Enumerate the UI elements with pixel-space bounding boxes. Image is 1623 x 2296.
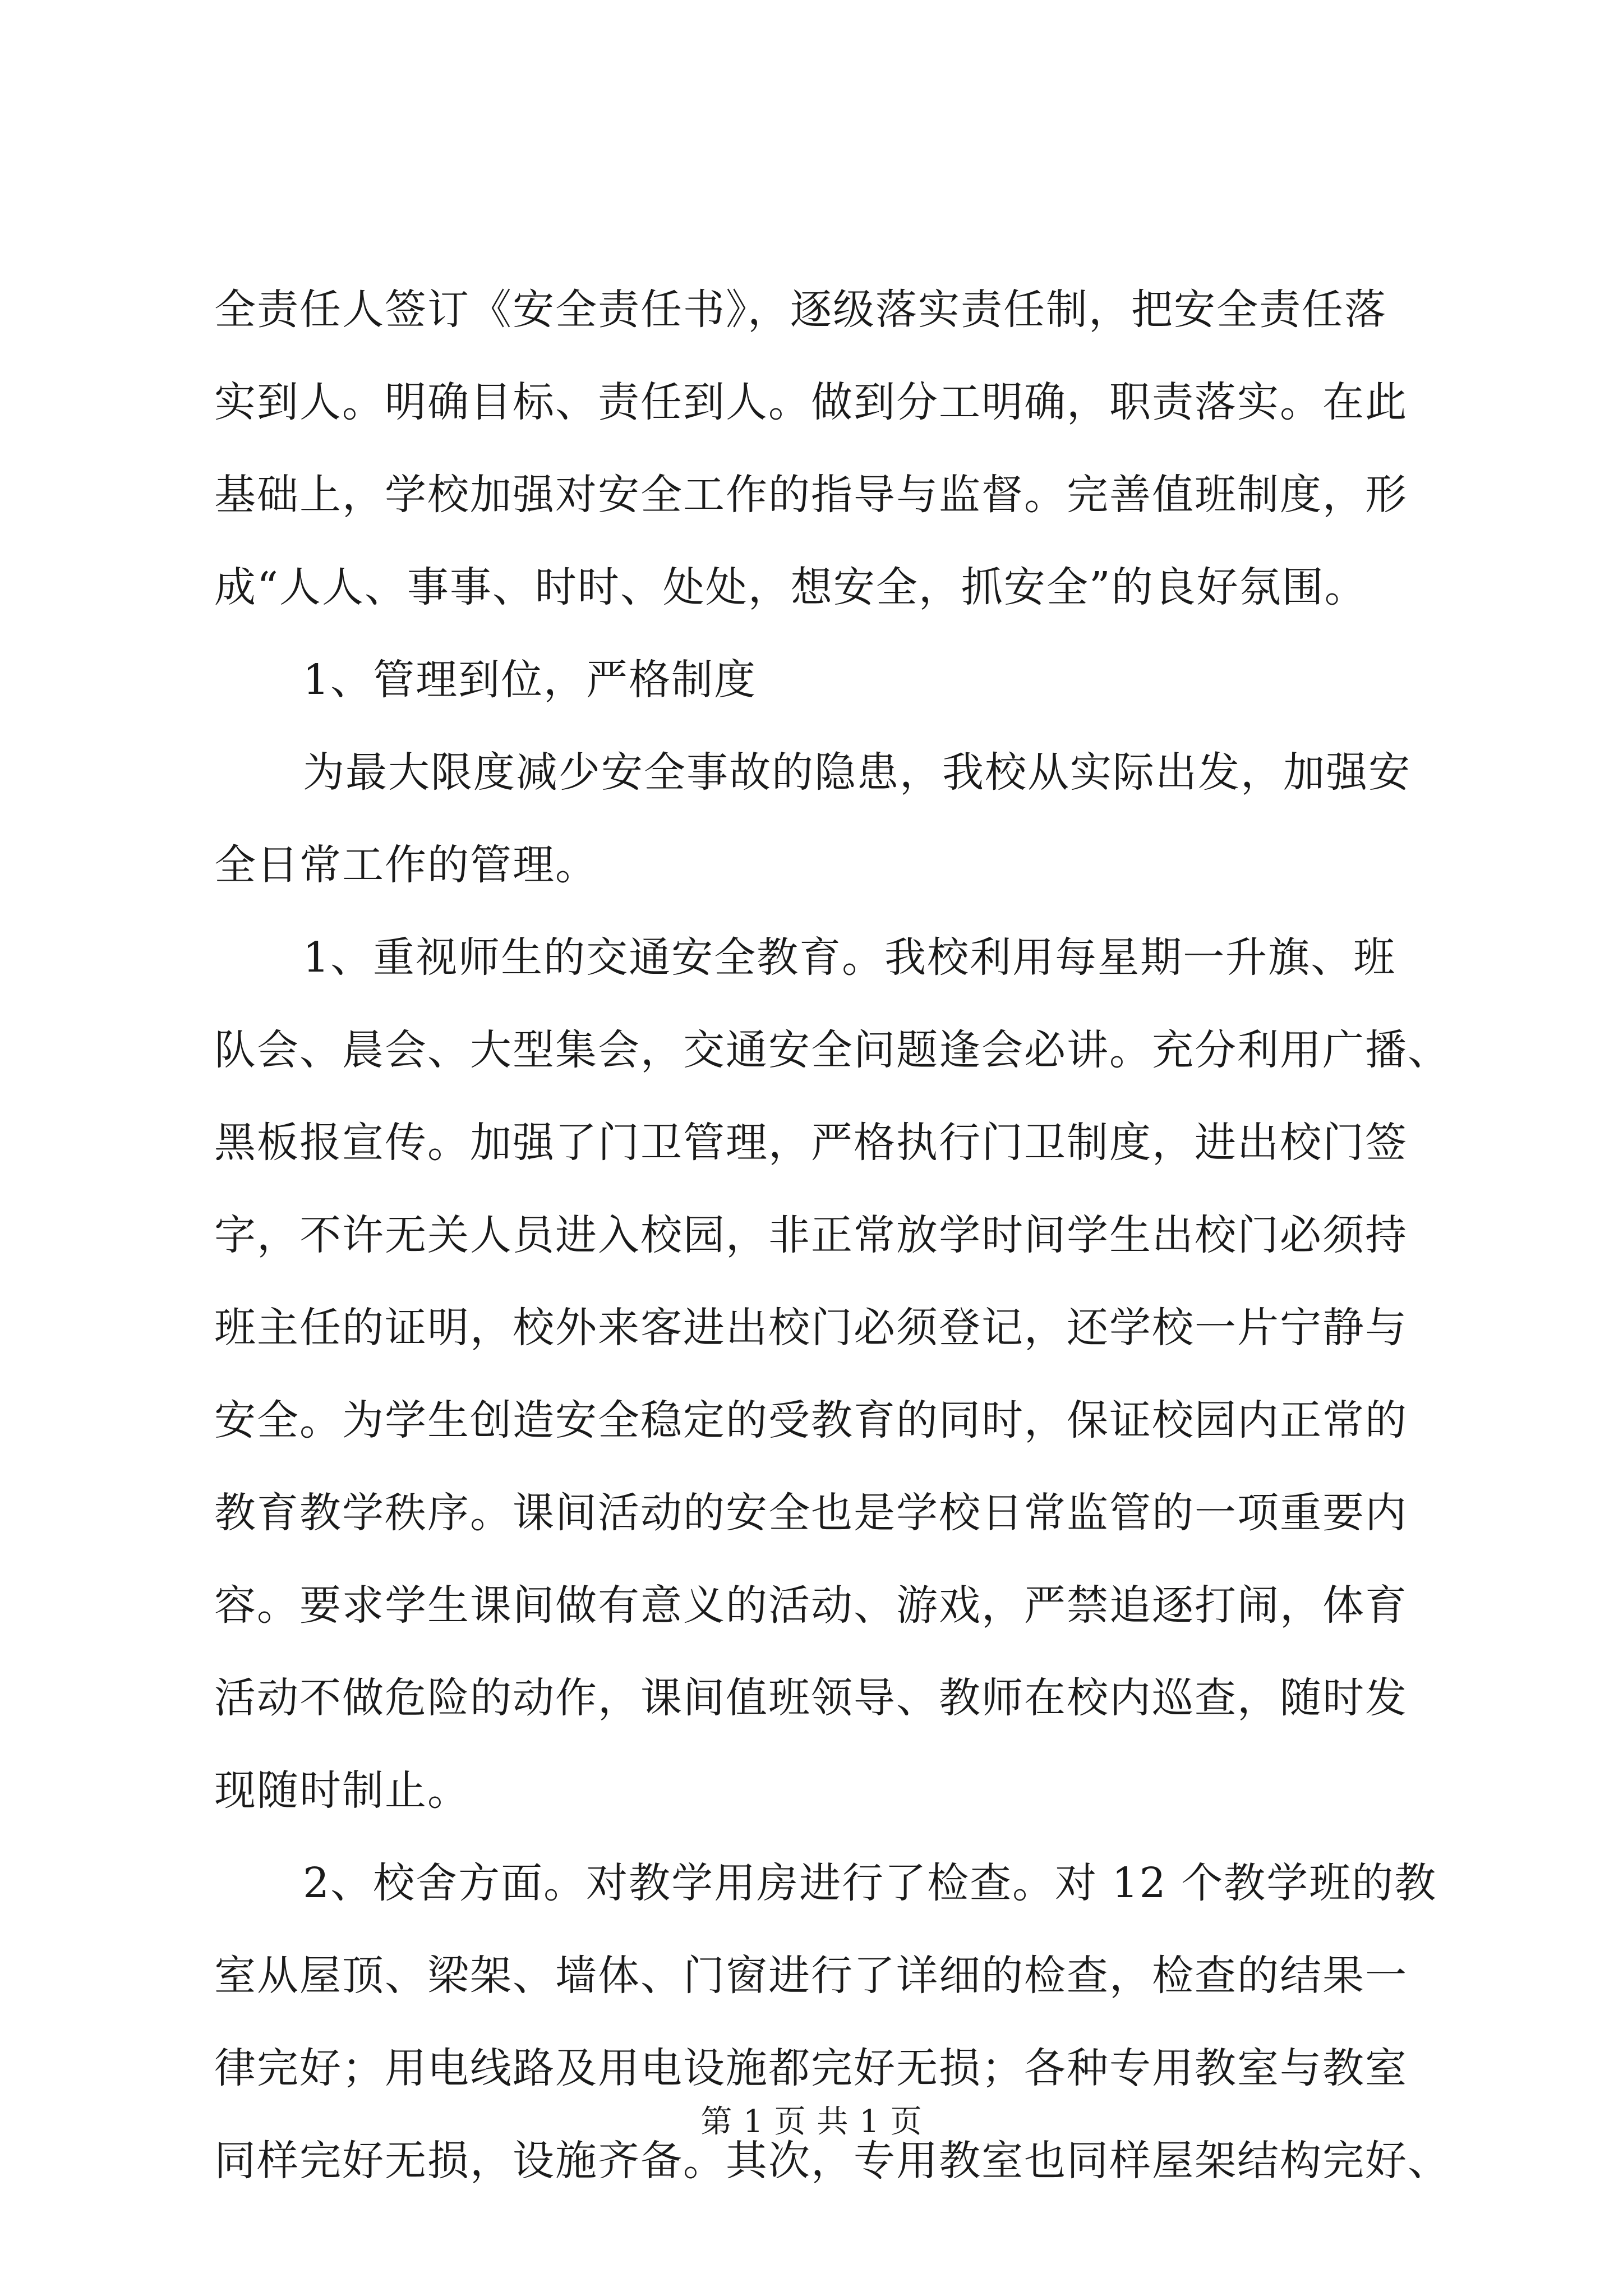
paragraph-school-buildings [214, 1837, 1450, 2207]
text-line: 成“人人、事事、时时、处处，想安全，抓安全”的良好氛围。 [214, 563, 1367, 611]
text-line: 2、校舍方面。对教学用房进行了检查。对 12 个教学班的教 [303, 1859, 1437, 1907]
text-line: 为最大限度减少安全事故的隐患，我校从实际出发，加强安 [303, 748, 1411, 797]
text-line: 教育教学秩序。课间活动的安全也是学校日常监管的一项重要内 [214, 1489, 1408, 1537]
text-line: 活动不做危险的动作，课间值班领导、教师在校内巡查，随时发 [214, 1674, 1408, 1722]
text-line: 班主任的证明，校外来客进出校门必须登记，还学校一片宁静与 [214, 1304, 1408, 1352]
text-line: 安全。为学生创造安全稳定的受教育的同时，保证校园内正常的 [214, 1396, 1408, 1444]
paragraph-traffic-safety [214, 912, 1450, 1837]
page-number-footer: 第 1 页 共 1 页 [700, 2104, 923, 2140]
text-line: 全责任人签订《安全责任书》，逐级落实责任制，把安全责任落 [214, 286, 1387, 334]
text-line: 全日常工作的管理。 [214, 841, 598, 889]
text-line: 字，不许无关人员进入校园，非正常放学时间学生出校门必须持 [214, 1211, 1408, 1259]
paragraph-continued [214, 264, 1414, 634]
text-line: 律完好；用电线路及用电设施都完好无损；各种专用教室与教室 [214, 2044, 1408, 2092]
text-line: 基础上，学校加强对安全工作的指导与监督。完善值班制度，形 [214, 471, 1408, 519]
text-line: 队会、晨会、大型集会，交通安全问题逢会必讲。充分利用广播、 [214, 1026, 1450, 1074]
text-line: 黑板报宣传。加强了门卫管理，严格执行门卫制度，进出校门签 [214, 1119, 1408, 1167]
text-line: 现随时制止。 [214, 1766, 470, 1815]
text-line: 1、重视师生的交通安全教育。我校利用每星期一升旗、班 [303, 933, 1396, 982]
section-heading-management [214, 634, 1414, 726]
text-line: 同样完好无损，设施齐备。其次，专用教室也同样屋架结构完好、 [214, 2137, 1450, 2185]
paragraph-intro [214, 726, 1414, 912]
document-body [214, 264, 1450, 2207]
text-line: 实到人。明确目标、责任到人。做到分工明确，职责落实。在此 [214, 378, 1408, 426]
text-line: 1、管理到位，严格制度 [303, 656, 757, 704]
text-line: 容。要求学生课间做有意义的活动、游戏，严禁追逐打闹，体育 [214, 1581, 1408, 1630]
text-line: 室从屋顶、梁架、墙体、门窗进行了详细的检查，检查的结果一 [214, 1952, 1408, 2000]
